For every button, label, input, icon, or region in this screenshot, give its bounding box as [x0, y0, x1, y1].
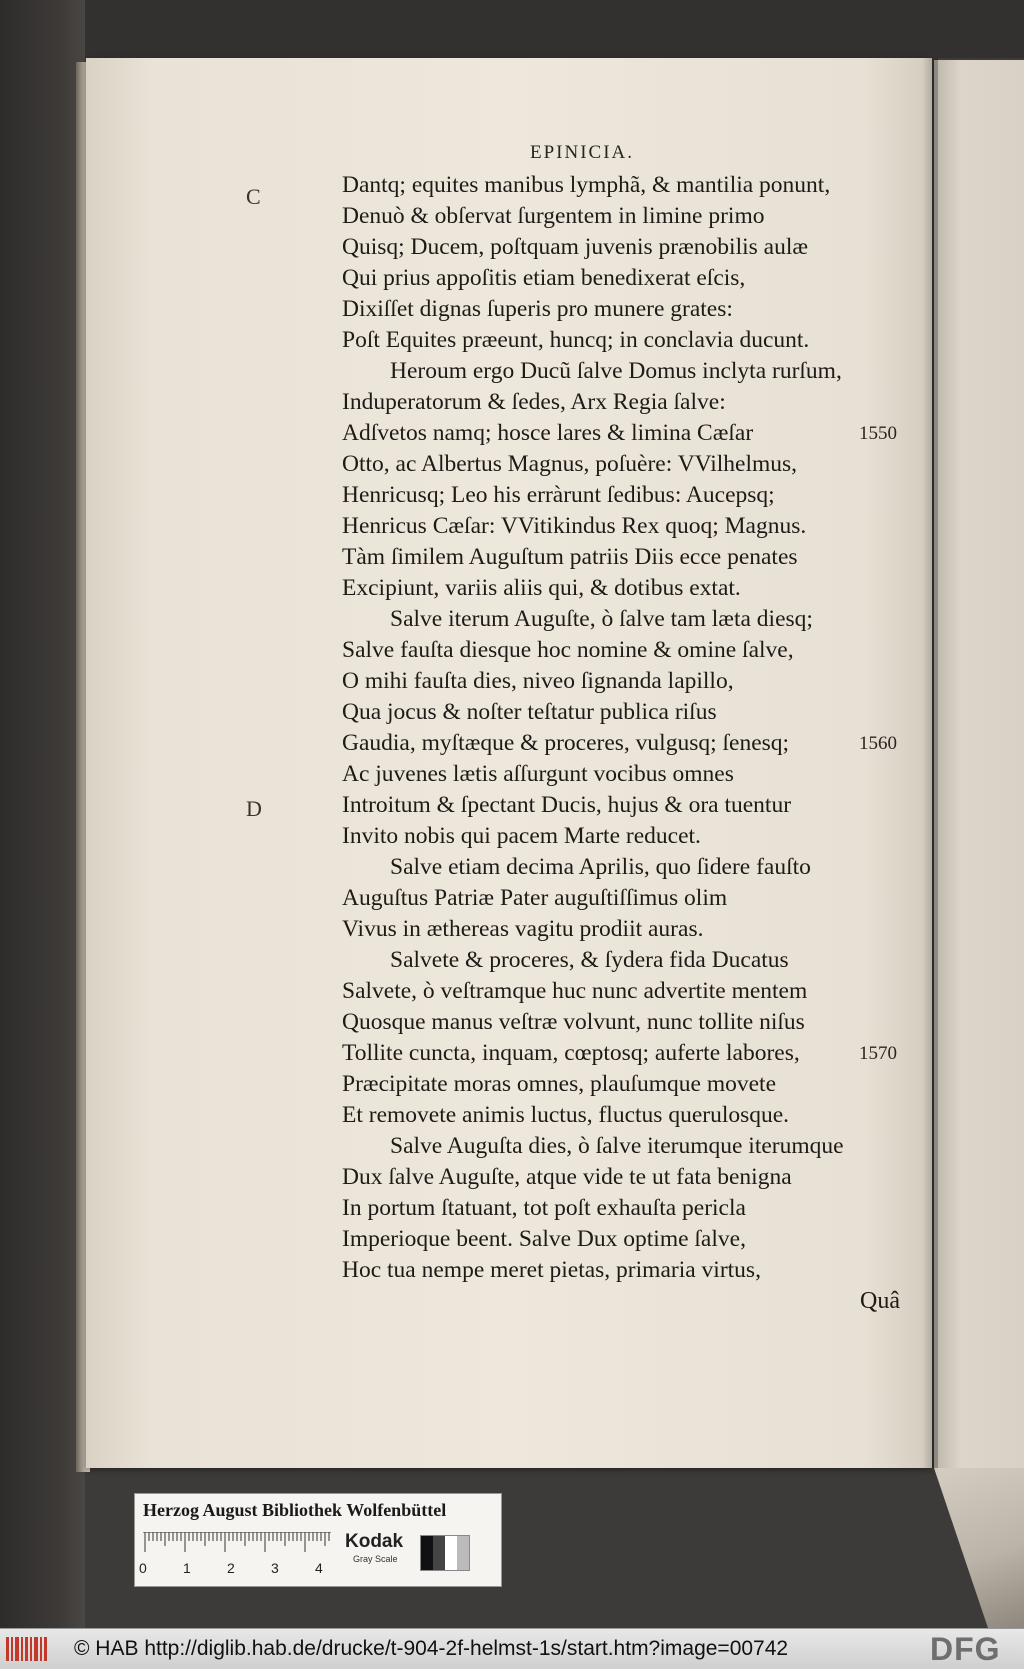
facing-page-corner [934, 1468, 1024, 1628]
verse-line [342, 263, 922, 294]
verse-block [342, 170, 922, 1286]
verse-line [342, 1131, 922, 1162]
verse-line [342, 635, 922, 666]
running-head: EPINICIA. [530, 142, 635, 163]
gutter-shadow [922, 58, 938, 1468]
ruler-number: 3 [271, 1560, 279, 1576]
verse-line [342, 170, 922, 201]
verse-line [342, 542, 922, 573]
verse-line [342, 604, 922, 635]
library-name: Herzog August Bibliothek Wolfenbüttel [143, 1500, 447, 1520]
line-number: 1550 [859, 423, 897, 444]
verse-text: Auguſtus Patriæ Pater auguſtiſſimus olim [342, 885, 728, 911]
verse-text: O mihi fauſta dies, niveo ſignanda lapillo, [342, 668, 734, 694]
verse-text: Poſt Equites præeunt, huncq; in conclavia ducunt. [342, 327, 810, 353]
ruler-number: 4 [315, 1560, 323, 1576]
verse-text: Tollite cuncta, inquam, cœptosq; auferte labores, [342, 1040, 800, 1066]
margin-mark-c: C [246, 184, 261, 209]
scanner-background-left [0, 0, 85, 1628]
verse-text: Heroum ergo Ducũ ſalve Domus inclyta rurſum, [390, 358, 842, 384]
verse-text: Quisq; Ducem, poſtquam juvenis prænobilis aulæ [342, 234, 809, 260]
verse-line [342, 976, 922, 1007]
verse-text: Otto, ac Albertus Magnus, poſuère: VVilhelmus, [342, 451, 798, 477]
verse-line [342, 573, 922, 604]
verse-line [342, 666, 922, 697]
scanner-background-top [0, 0, 1024, 58]
verse-text: Quosque manus veſtræ volvunt, nunc tollite niſus [342, 1009, 805, 1035]
verse-text: Salve iterum Auguſte, ò ſalve tam læta diesq; [390, 606, 813, 632]
verse-line [342, 728, 922, 759]
verse-line [342, 480, 922, 511]
verse-line [342, 1224, 922, 1255]
verse-line [342, 1100, 922, 1131]
verse-text: Salvete, ò veſtramque huc nunc advertite mentem [342, 978, 808, 1004]
verse-line [342, 914, 922, 945]
verse-line [342, 294, 922, 325]
verse-line [342, 449, 922, 480]
verse-text: Henricusq; Leo his erràrunt ſedibus: Aucepsq; [342, 482, 775, 508]
verse-text: Invito nobis qui pacem Marte reducet. [342, 823, 701, 849]
verse-line [342, 821, 922, 852]
verse-line [342, 1069, 922, 1100]
verse-line [342, 852, 922, 883]
ruler-icon [143, 1532, 331, 1554]
facing-page [934, 60, 1024, 1468]
verse-text: Excipiunt, variis aliis qui, & dotibus extat. [342, 575, 741, 601]
verse-line [342, 356, 922, 387]
catchword: Quâ [860, 1288, 900, 1314]
source-url[interactable]: © HAB http://diglib.hab.de/drucke/t-904-2f-helmst-1s/start.htm?image=00742 [74, 1637, 789, 1660]
verse-text: Qua jocus & noſter teſtatur publica riſus [342, 699, 717, 725]
verse-text: Adſvetos namq; hosce lares & limina Cæſar [342, 420, 754, 446]
line-number: 1560 [859, 733, 897, 754]
kodak-logo: Kodak [345, 1531, 404, 1552]
verse-text: Dux ſalve Auguſte, atque vide te ut fata benigna [342, 1164, 792, 1190]
gray-scale-chip [420, 1535, 470, 1571]
verse-line [342, 790, 922, 821]
verse-text: Dixiſſet dignas ſuperis pro munere grates: [342, 296, 733, 322]
margin-mark-d: D [246, 796, 262, 821]
verse-text: Salve etiam decima Aprilis, quo ſidere fauſto [390, 854, 811, 880]
ruler-number: 2 [227, 1560, 235, 1576]
gray-scale-label: Gray Scale [353, 1554, 398, 1564]
dfg-logo: DFG [930, 1631, 1001, 1667]
verse-line [342, 1038, 922, 1069]
verse-text: Gaudia, myſtæque & proceres, vulgusq; ſenesq; [342, 730, 790, 756]
verse-line [342, 511, 922, 542]
verse-line [342, 1255, 922, 1286]
verse-text: Denuò & obſervat ſurgentem in limine primo [342, 203, 765, 229]
verse-text: Salvete & proceres, & ſydera fida Ducatus [390, 947, 789, 973]
verse-line [342, 697, 922, 728]
verse-line [342, 1193, 922, 1224]
verse-text: Tàm ſimilem Auguſtum patriis Diis ecce penates [342, 544, 798, 570]
scale-card [134, 1493, 502, 1587]
verse-text: Induperatorum & ſedes, Arx Regia ſalve: [342, 389, 726, 415]
verse-line [342, 883, 922, 914]
barcode-icon [6, 1635, 48, 1663]
verse-line [342, 945, 922, 976]
verse-text: Imperioque beent. Salve Dux optime ſalve, [342, 1226, 746, 1252]
verse-line [342, 232, 922, 263]
ruler-number: 1 [183, 1560, 191, 1576]
verse-line [342, 759, 922, 790]
verse-line [342, 201, 922, 232]
verse-line [342, 325, 922, 356]
verse-text: Ac juvenes lætis aſſurgunt vocibus omnes [342, 761, 734, 787]
ruler-number: 0 [139, 1560, 147, 1576]
verse-line [342, 1007, 922, 1038]
verse-line [342, 387, 922, 418]
verse-line [342, 1162, 922, 1193]
verse-text: Et removete animis luctus, fluctus querulosque. [342, 1102, 790, 1128]
line-number: 1570 [859, 1043, 897, 1064]
verse-text: Henricus Cæſar: VVitikindus Rex quoq; Magnus. [342, 513, 807, 539]
verse-text: Vivus in æthereas vagitu prodiit auras. [342, 916, 704, 942]
verse-line [342, 418, 922, 449]
verse-text: Qui prius appoſitis etiam benedixerat eſcis, [342, 265, 746, 291]
footer-bar [0, 1628, 1024, 1669]
verse-text: Dantq; equites manibus lymphã, & mantilia ponunt, [342, 172, 831, 198]
verse-text: Salve Auguſta dies, ò ſalve iterumque iterumque [390, 1133, 844, 1159]
verse-text: In portum ſtatuant, tot poſt exhauſta pericla [342, 1195, 746, 1221]
verse-text: Introitum & ſpectant Ducis, hujus & ora tuentur [342, 792, 792, 818]
verse-text: Salve fauſta diesque hoc nomine & omine ſalve, [342, 637, 794, 663]
verse-text: Præcipitate moras omnes, plauſumque movete [342, 1071, 777, 1097]
verse-text: Hoc tua nempe meret pietas, primaria virtus, [342, 1257, 761, 1283]
